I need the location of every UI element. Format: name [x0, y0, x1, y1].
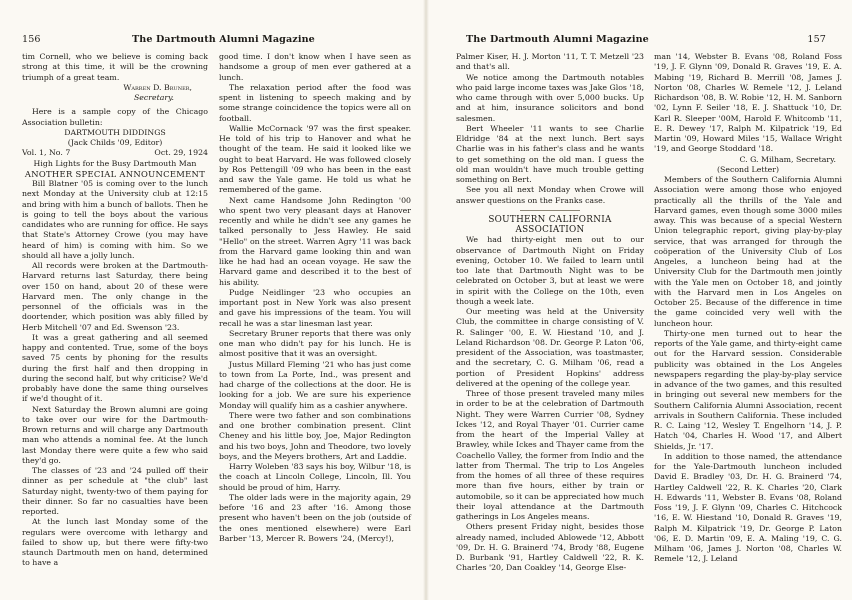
bulletin-volume: Vol. 1, No. 7 — [22, 148, 71, 158]
paragraph: Bert Wheeler '11 wants to see Charlie Eldridge '84 at the next lunch. Bert says Charlie was in his father's class and he wants to get something on the old man. I guess the old man wouldn't have much trouble getting something on Bert. — [456, 123, 644, 184]
bulletin-title: DARTMOUTH DIDDINGS — [64, 127, 166, 137]
paragraph: Next came Handsome John Redington '00 who spent two very pleasant days at Hanover recently and while he didn't see any games he talked personally to Jess Hawley. He said "Hello" on the street. Warren Agry '11 was back from the Harvard game looking thin and wan like he had had an ocean voyage. He saw the Harvard game and described it to the best of his ability. — [219, 195, 411, 287]
letter-subheading: (Second Letter) — [717, 164, 779, 174]
paragraph: Secretary Bruner reports that there was only one man who didn't pay for his lunch. He is almost positive that it was an oversight. — [219, 328, 411, 359]
right-magazine-title: The Dartmouth Alumni Magazine — [466, 34, 649, 45]
left-page-number: 156 — [22, 34, 41, 45]
paragraph: The classes of '23 and '24 pulled off their dinner as per schedule at "the club" last Saturday night, twenty-two of them paying for their dinner. So far no casualties have been reported. — [22, 466, 208, 516]
right-page-number: 157 — [807, 34, 826, 45]
bulletin-date: Oct. 29, 1924 — [154, 148, 208, 158]
paragraph: It was a great gathering and all seemed happy and contented. True, some of the boys saved 75 cents by phoning for the results during the first half and then dropping in during the second half, but why criticise? We'd probably have done the same thing ourselves if we'd thought of it. — [22, 332, 208, 404]
paragraph: See you all next Monday when Crowe will answer questions on the Franks case. — [456, 185, 644, 205]
paragraph: Wallie McCornack '97 was the first speaker. He told of his trip to Hanover and what he thought of the team. He said it looked like we ought to beat Harvard. He was followed closely by Ros Pettengill '09 who has been in the east and saw the Yale game. He told us what he remembered of the game. — [219, 123, 411, 195]
right-column-1 — [456, 52, 644, 574]
right-column-2 — [654, 52, 842, 565]
right-page — [426, 0, 852, 600]
paragraph: Next Saturday the Brown alumni are going to take over our wire for the Dartmouth-Brown returns and will charge any Dartmouth man who attends a nominal fee. At the lunch last Monday there were quite a few who said they'd go. — [22, 404, 208, 465]
paragraph: The older lads were in the majority again, 29 before '16 and 23 after '16. Among those present who haven't been on the job (outside of the ones mentioned elsewhere) were Earl Barber '13, Mercer R. Bowers '24, (Mercy!), — [219, 492, 411, 543]
bulletin-issue-line — [22, 148, 208, 158]
paragraph: man '14, Webster B. Evans '08, Roland Foss '19, J. F. Glynn '09, Donald R. Graves '19, E. A. Mabing '19, Richard B. Merrill '08, James J. Norton '08, Charles W. Remele '12, J. Leland Richardson '08, B. W. Robie '12, H. M. Sanborn '02, Lynn F. Seiler '18, E. J. Shattuck '10, Dr. Karl R. Sleeper '00M, Harold F. Whitcomb '11, E. R. Dewey '17, Ralph M. Kilpatrick '19, Ed Martin '09, Howard Miles '15, Wallace Wright '19, and George Stoddard '18. — [654, 52, 842, 154]
bulletin-highlights: High Lights for the Busy Dartmouth Man — [33, 158, 197, 168]
paragraph: Members of the Southern California Alumni Association were among those who enjoyed practically all the thrills of the Yale and Harvard games, even though some 3000 miles away. This was because of a special Western Union telegraphic report, giving play-by-play service, that was arranged for through the coöperation of the University Club of Los Angeles, a luncheon being had at the University Club for the Dartmouth men jointly with the Yale men on October 18, and jointly with the Harvard men in Los Angeles on October 25. Because of the difference in time the game coincided very well with the luncheon hour. — [654, 175, 842, 328]
paragraph: We notice among the Dartmouth notables who paid large income taxes was Jake Glos '18, who came through with over 5,000 bucks. Up and at him, insurance solicitors and bond salesmen. — [456, 72, 644, 123]
paragraph: Pudge Neidlinger '23 who occupies an important post in New York was also present and gave his impressions of the team. You will recall he was a star linesman last year. — [219, 287, 411, 328]
paragraph: good time. I don't know when I have seen as handsome a group of men ever gathered at a lunch. — [219, 52, 411, 82]
paragraph: Bill Blatner '05 is coming over to the lunch next Monday at the University club at 12:15 and bring with him a bunch of ballots. Then he is going to tell the boys about the various candidates who are running for office. He says that State's Attorney Crowe (you may have heard of him) is coming with him. So we should all have a jolly lunch. — [22, 179, 208, 260]
section-heading: SOUTHERN CALIFORNIA — [488, 214, 612, 225]
paragraph: Harry Woleben '83 says his boy, Wilbur '18, is the coach at Lincoln College, Lincoln, Ill. You should be proud of him, Harry. — [219, 462, 411, 492]
left-column-2 — [219, 52, 411, 544]
signature: C. G. Milham, Secretary. — [739, 154, 836, 164]
paragraph: We had thirty-eight men out to our observance of Dartmouth Night on Friday evening, October 10. We failed to learn until too late that Dartmouth Night was to be celebrated on October 3, but at least we were in spirit with the College on the 10th, even though a week late. — [456, 235, 644, 306]
signature-name: Warren D. Bruner, — [123, 82, 192, 92]
section-heading-line-2: ASSOCIATION — [515, 225, 585, 235]
paragraph: Thirty-one men turned out to hear the reports of the Yale game, and thirty-eight came out for the Harvard session. Considerable publicity was obtained in the Los Angeles newspapers regarding the play-by-play service in advance of the two games, and this resulted in bringing out several new members for the Southern California Alumni Association, recent arrivals in Southern California. These included R. C. Laing '12, Wesley T. Engelhorn '14, J. P. Hatch '04, Charles H. Wood '17, and Albert Shields, Jr. '17. — [654, 328, 842, 451]
paragraph: Others present Friday night, besides those already named, included Ablowede '12, Abbott '09, Dr. H. G. Brainerd '74, Brody '88, Eugene D. Burbank '91, Hartley Caldwell '22, R. K. Charles '20, Dan Coakley '14, George Else- — [456, 522, 644, 573]
section-divider — [520, 210, 580, 211]
paragraph: Here is a sample copy of the Chicago Association bulletin: — [22, 107, 208, 127]
paragraph: Palmer Kiser, H. J. Morton '11, T. T. Metzell '23 and that's all. — [456, 52, 644, 72]
section-heading: ANOTHER SPECIAL ANNOUNCEMENT — [24, 168, 206, 179]
paragraph: In addition to those named, the attendance for the Yale-Dartmouth luncheon included David E. Bradley '03, Dr. H. G. Brainerd '74, Hartley Caldwell '22, R. K. Charles '20, Clark H. Edwards '11, Webster B. Evans '08, Roland Foss '19, J. F. Glynn '09, Charles C. Hitchcock '16, E. W. Hiestand '10, Donald R. Graves '19, Ralph M. Kilpatrick '19, Dr. George P. Laton '06, E. D. Martin '09, E. A. Maling '19, C. G. Milham '06, James J. Norton '08, Charles W. Remele '12, J. Leland — [654, 451, 842, 564]
paragraph: Three of those present traveled many miles in order to be at the celebration of Dartmouth Night. They were Warren Currier '08, Sydney Ickes '12, and Royal Thayer '01. Currier came from the heart of the Imperial Valley at Brawley, while Ickes and Thayer came from the Coachello Valley, the former from Indio and the latter from Thermal. The trip to Los Angeles from the homes of all three of these requires more than five hours, either by train or automobile, so it can be appreciated how much their loyal attendance at the Dartmouth gatherings in Los Angeles means. — [456, 389, 644, 521]
signature-title: Secretary. — [133, 93, 174, 102]
left-column-1 — [22, 52, 208, 569]
paragraph: Justus Millard Fleming '21 who has just come to town from La Porte, Ind., was present and had charge of the collections at the door. He is looking for a job. We are sure his experience Monday will qualify him as a cashier anywhere. — [219, 359, 411, 410]
paragraph: tim Cornell, who we believe is coming back strong at this time, it will be the crowning triumph of a great team. — [22, 52, 208, 82]
paragraph: Our meeting was held at the University Club, the committee in charge consisting of V. R. Salinger '00, E. W. Hiestand '10, and J. Leland Richardson '08. Dr. George P. Laton '06, president of the Association, was toastmaster, and the secretary, C. G. Milham '06, read a portion of President Hopkins' address delivered at the opening of the college year. — [456, 307, 644, 388]
bulletin-editor: (Jack Childs '09, Editor) — [67, 138, 163, 147]
left-magazine-title: The Dartmouth Alumni Magazine — [132, 34, 315, 45]
paragraph: There were two father and son combinations and one brother combination present. Clint Cheney and his little boy, Joe, Major Redington and his two boys, John and Theodore, two lovely boys, and the Meyers brothers, Art and Laddie. — [219, 410, 411, 461]
paragraph: The relaxation period after the food was spent in listening to speech making and by some strange coincidence the topics were all on football. — [219, 82, 411, 123]
paragraph: At the lunch last Monday some of the regulars were overcome with lethargy and failed to show up, but there were fifty-two staunch Dartmouth men on hand, determined to have a — [22, 517, 208, 568]
paragraph: All records were broken at the Dartmouth-Harvard returns last Saturday, there being over 150 on hand, about 20 of these were Harvard men. The only change in the personnel of the officials was in the doortender, which position was ably filled by Herb Mitchell '07 and Ed. Swenson '23. — [22, 261, 208, 332]
